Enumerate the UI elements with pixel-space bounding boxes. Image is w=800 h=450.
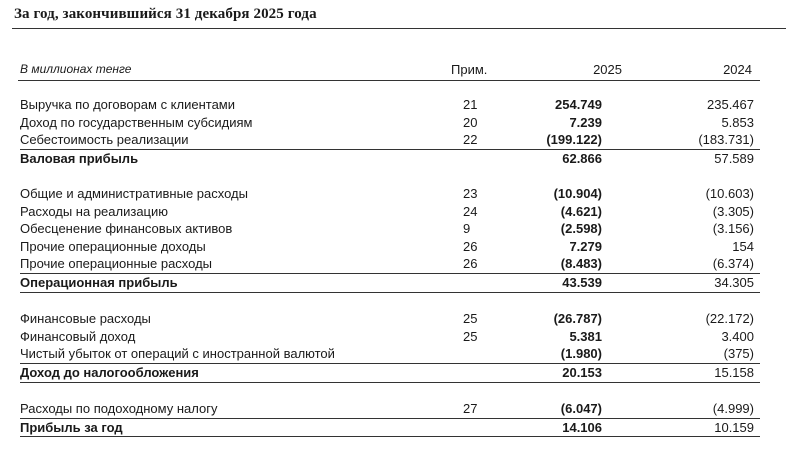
row-label: Доход по государственным субсидиям <box>20 114 253 130</box>
table-row-profit-for-year <box>20 419 760 438</box>
row-note: 25 <box>463 311 478 327</box>
row-note: 26 <box>463 256 478 272</box>
table-row-income-tax <box>20 400 760 419</box>
row-value-2025: (199.122) <box>546 132 602 148</box>
table-row-revenue <box>20 96 760 114</box>
row-value-2025: (1.980) <box>560 346 602 362</box>
row-value-2025: (8.483) <box>560 256 602 272</box>
row-value-2024: (4.999) <box>712 401 754 417</box>
row-value-2024: (22.172) <box>705 311 754 327</box>
row-note: 24 <box>463 203 478 219</box>
row-spacer <box>20 383 760 401</box>
row-label: Прочие операционные расходы <box>20 256 213 272</box>
row-value-2024: 235.467 <box>707 97 754 112</box>
row-value-2025: (4.621) <box>560 203 602 219</box>
row-value-2024: (10.603) <box>705 185 754 201</box>
row-value-2025: 7.239 <box>569 114 602 130</box>
row-label: Обесценение финансовых активов <box>20 221 233 237</box>
row-value-2024: (3.305) <box>712 203 754 219</box>
row-label: Общие и административные расходы <box>20 185 248 201</box>
table-row-other-expenses <box>20 255 760 274</box>
statement-title: За год, закончившийся 31 декабря 2025 года <box>14 6 317 22</box>
table-row-impairment <box>20 220 760 238</box>
table-row-profit-before-tax <box>20 364 760 383</box>
row-value-2024: 57.589 <box>714 150 754 166</box>
row-label: Расходы на реализацию <box>20 203 169 219</box>
table-row-finance-costs <box>20 310 760 328</box>
row-value-2025: 62.866 <box>562 150 602 166</box>
row-label: Операционная прибыль <box>20 274 178 290</box>
row-label: Доход до налогообложения <box>20 364 199 380</box>
table-row-cost-of-sales <box>20 131 760 150</box>
row-label: Прибыль за год <box>20 419 123 435</box>
table-row-gross-profit <box>20 150 760 168</box>
table-row-finance-income <box>20 328 760 346</box>
row-value-2025: (6.047) <box>560 401 602 417</box>
year-2025-column-header: 2025 <box>593 62 622 77</box>
row-label: Финансовый доход <box>20 328 136 344</box>
row-label: Чистый убыток от операций с иностранной валютой <box>20 346 335 362</box>
table-row-selling-expenses <box>20 203 760 221</box>
row-note: 27 <box>463 401 478 417</box>
row-spacer <box>20 293 760 311</box>
row-note: 21 <box>463 97 478 112</box>
table-row-fx-loss <box>20 345 760 364</box>
row-value-2025: 14.106 <box>562 419 602 435</box>
row-label: Выручка по договорам с клиентами <box>20 97 236 112</box>
row-label: Расходы по подоходному налогу <box>20 401 218 417</box>
table-row-other-income <box>20 238 760 256</box>
row-spacer <box>20 167 760 185</box>
row-note: 20 <box>463 114 478 130</box>
income-statement-table <box>20 96 760 437</box>
header-divider <box>18 80 760 81</box>
row-value-2025: 43.539 <box>562 274 602 290</box>
row-value-2024: 154 <box>732 238 754 254</box>
table-row-operating-profit <box>20 274 760 293</box>
row-value-2024: (6.374) <box>712 256 754 272</box>
row-note: 26 <box>463 238 478 254</box>
title-divider <box>12 28 786 29</box>
year-2024-column-header: 2024 <box>723 62 752 77</box>
row-value-2025: (10.904) <box>553 185 602 201</box>
table-row-admin-expenses <box>20 185 760 203</box>
row-value-2025: 5.381 <box>569 328 602 344</box>
row-value-2025: 7.279 <box>569 238 602 254</box>
row-note: 23 <box>463 185 478 201</box>
row-note: 25 <box>463 328 478 344</box>
row-value-2024: (3.156) <box>712 221 754 237</box>
row-note: 9 <box>463 221 471 237</box>
note-column-header: Прим. <box>451 62 488 77</box>
row-value-2025: 20.153 <box>562 364 602 380</box>
row-label: Валовая прибыль <box>20 150 139 166</box>
row-value-2024: 34.305 <box>714 274 754 290</box>
row-label: Прочие операционные доходы <box>20 238 206 254</box>
units-header: В миллионах тенге <box>20 62 132 76</box>
row-value-2024: (183.731) <box>698 132 754 148</box>
row-value-2024: 5.853 <box>721 114 754 130</box>
row-label: Финансовые расходы <box>20 311 151 327</box>
row-label: Себестоимость реализации <box>20 132 189 148</box>
table-row-subsidies <box>20 114 760 132</box>
row-value-2025: 254.749 <box>555 97 602 112</box>
row-value-2025: (2.598) <box>560 221 602 237</box>
row-value-2025: (26.787) <box>553 311 602 327</box>
row-note: 22 <box>463 132 478 148</box>
row-value-2024: 3.400 <box>721 328 754 344</box>
row-value-2024: 15.158 <box>714 364 754 380</box>
row-value-2024: 10.159 <box>714 419 754 435</box>
row-value-2024: (375) <box>723 346 754 362</box>
